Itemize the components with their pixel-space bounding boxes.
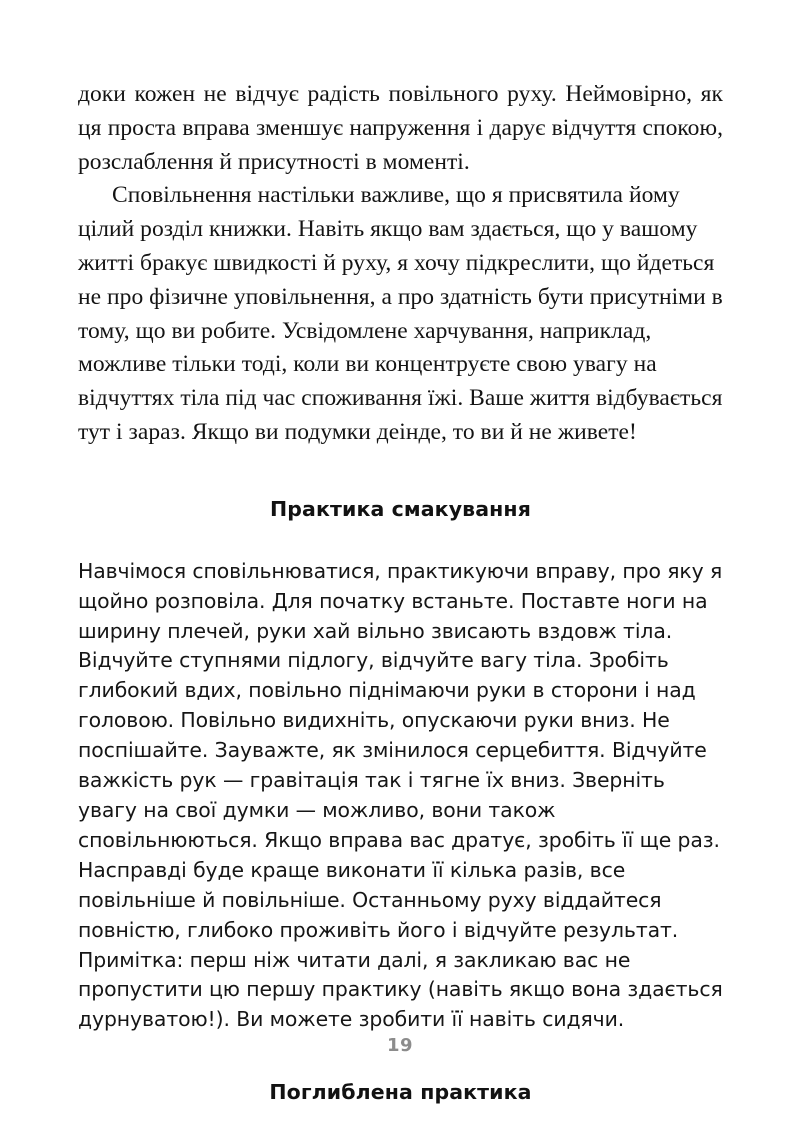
paragraph-continuation: доки кожен не відчує радість повільного руху. Неймовірно, як ця проста вправа зменшує напруження і дарує відчуття спокою, розслаблення й присутності в моменті. [78,81,723,175]
paragraph-practice-instructions: Навчімося сповільнюватися, практикуючи вправу, про яку я щойно розповіла. Для початку встаньте. Поставте ноги на ширину плечей, руки хай вільно звисають вздовж тіла. Відчуйте ступнями підлогу, відчуйте вагу тіла. Зробіть глибокий вдих, повільно піднімаючи руки в сторони і над головою. Повільно видихніть, опускаючи руки вниз. Не поспішайте. Зауважте, як змінилося серцебиття. Відчуйте важкість рук — гравітація так і тягне їх вниз. Зверніть увагу на свої думки — можливо, вони також сповільнюються. Якщо вправа вас дратує, зробіть її ще раз. Насправді буде краще виконати її кілька разів, все повільніше й повільніше. Останньому руху віддайтеся повністю, глибоко проживіть його і відчуйте результат. Примітка: перш ніж читати далі, я закликаю вас не пропустити цю першу практику (навіть якщо вона здається дурнуватою!). Ви можете зробити її навіть сидячи. [78,558,723,1032]
sans-body-section [78,557,723,1036]
paragraph-slowing-down: Сповільнення настільки важливе, що я присвятила йому цілий розділ книжки. Навіть якщо вам здається, що у вашому житті бракує швидкості й руху, я хочу підкреслити, що йдеться не про фізичне уповільнення, а про здатність бути присутніми в тому, що ви робите. Усвідомлене харчування, наприклад, можливе тільки тоді, коли ви концентруєте свою увагу на відчуттях тіла під час споживання їжі. Ваше життя відбувається тут і зараз. Якщо ви подумки деінде, то ви й не живете! [78,182,723,445]
heading-practice-taste: Практика смакування [270,496,531,521]
serif-body-section [78,78,723,450]
page-number: 19 [386,1035,414,1056]
page-content [78,78,723,1105]
heading-deep-practice: Поглиблена практика [269,1080,532,1105]
